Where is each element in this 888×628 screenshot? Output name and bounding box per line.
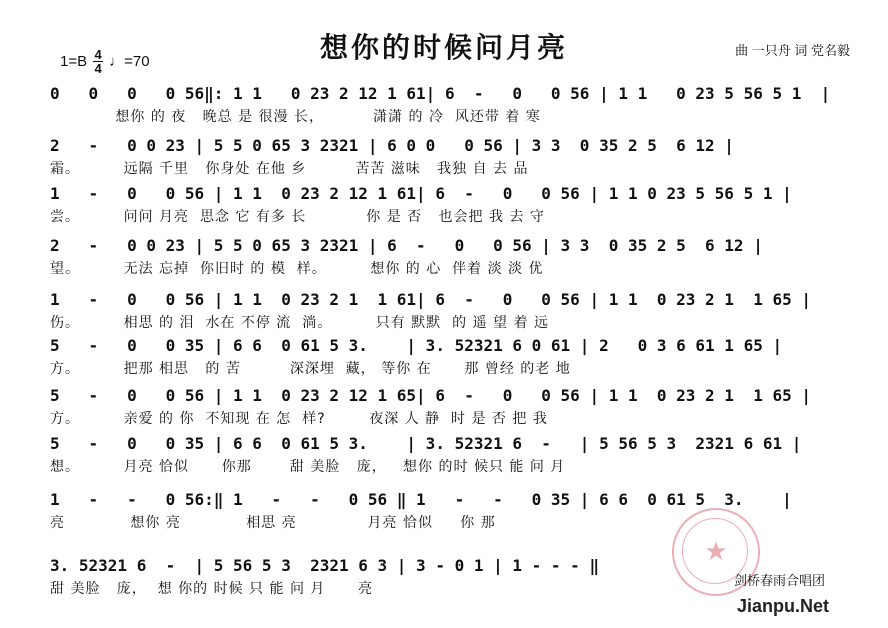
lyrics-line: 霜。 远隔 千里 你身处 在他 乡 苦苦 滋味 我独 自 去 品 bbox=[50, 161, 529, 177]
notes-line: 0 0 0 0 56‖: 1 1 0 23 2 12 1 61| 6 - 0 0 56 | 1 1 0 23 5 56 5 1 | bbox=[50, 84, 831, 103]
lyrics-line: 想你 的 夜 晚总 是 很漫 长， 潇潇 的 冷 风还带 着 寒 bbox=[50, 109, 541, 125]
notes-line: 1 - 0 0 56 | 1 1 0 23 2 12 1 61| 6 - 0 0 56 | 1 1 0 23 5 56 5 1 | bbox=[50, 184, 792, 203]
site-watermark: Jianpu.Net bbox=[737, 596, 830, 616]
notes-line: 2 - 0 0 23 | 5 5 0 65 3 2321 | 6 - 0 0 56 | 3 3 0 35 2 5 6 12 | bbox=[50, 236, 763, 255]
notes-line: 5 - 0 0 56 | 1 1 0 23 2 12 1 65| 6 - 0 0 56 | 1 1 0 23 2 1 1 65 | bbox=[50, 386, 811, 405]
lyrics-line: 亮 想你 亮 相思 亮 月亮 恰似 你 那 bbox=[50, 515, 496, 531]
notes-line: 2 - 0 0 23 | 5 5 0 65 3 2321 | 6 0 0 0 56 | 3 3 0 35 2 5 6 12 | bbox=[50, 136, 734, 155]
credits: 曲 一只舟 词 党名毅 bbox=[735, 43, 850, 58]
time-signature bbox=[93, 48, 103, 75]
star-icon: ★ bbox=[704, 536, 728, 566]
notes-line: 1 - - 0 56:‖ 1 - - 0 56 ‖ 1 - - 0 35 | 6 6 0 61 5 3. | bbox=[50, 490, 792, 509]
notes-line: 3. 52321 6 - | 5 56 5 3 2321 6 3 | 3 - 0 1 | 1 - - - ‖ bbox=[50, 556, 600, 575]
key-signature bbox=[60, 48, 150, 75]
lyrics-line: 尝。 问问 月亮 思念 它 有多 长 你 是 否 也会把 我 去 守 bbox=[50, 209, 545, 225]
tempo-mark: ♩=70 bbox=[109, 53, 150, 70]
lyrics-line: 伤。 相思 的 泪 水在 不停 流 淌。 只有 默默 的 遥 望 着 远 bbox=[50, 315, 549, 331]
lyrics-line: 方。 把那 相思 的 苦 深深埋 藏， 等你 在 那 曾经 的老 地 bbox=[50, 361, 571, 377]
meter-top: 4 bbox=[94, 47, 102, 62]
key-prefix: 1=B bbox=[60, 53, 88, 70]
lyrics-line: 方。 亲爱 的 你 不知现 在 怎 样? 夜深 人 静 时 是 否 把 我 bbox=[50, 411, 548, 427]
song-title: 想你的时候问月亮 bbox=[319, 31, 568, 64]
meter-bottom: 4 bbox=[94, 61, 102, 76]
notes-line: 5 - 0 0 35 | 6 6 0 61 5 3. | 3. 52321 6 - | 5 56 5 3 2321 6 61 | bbox=[50, 434, 802, 453]
lyrics-line: 望。 无法 忘掉 你旧时 的 模 样。 想你 的 心 伴着 淡 淡 优 bbox=[50, 261, 544, 277]
notes-line: 5 - 0 0 35 | 6 6 0 61 5 3. | 3. 52321 6 0 61 | 2 0 3 6 61 1 65 | bbox=[50, 336, 783, 355]
lyrics-line: 想。 月亮 恰似 你那 甜 美脸 庞， 想你 的时 候只 能 问 月 bbox=[50, 459, 566, 475]
notes-line: 1 - 0 0 56 | 1 1 0 23 2 1 1 61| 6 - 0 0 56 | 1 1 0 23 2 1 1 65 | bbox=[50, 290, 811, 309]
lyrics-line: 甜 美脸 庞， 想 你的 时候 只 能 问 月 亮 bbox=[50, 581, 374, 597]
choir-name: 剑桥春雨合唱团 bbox=[734, 573, 826, 588]
